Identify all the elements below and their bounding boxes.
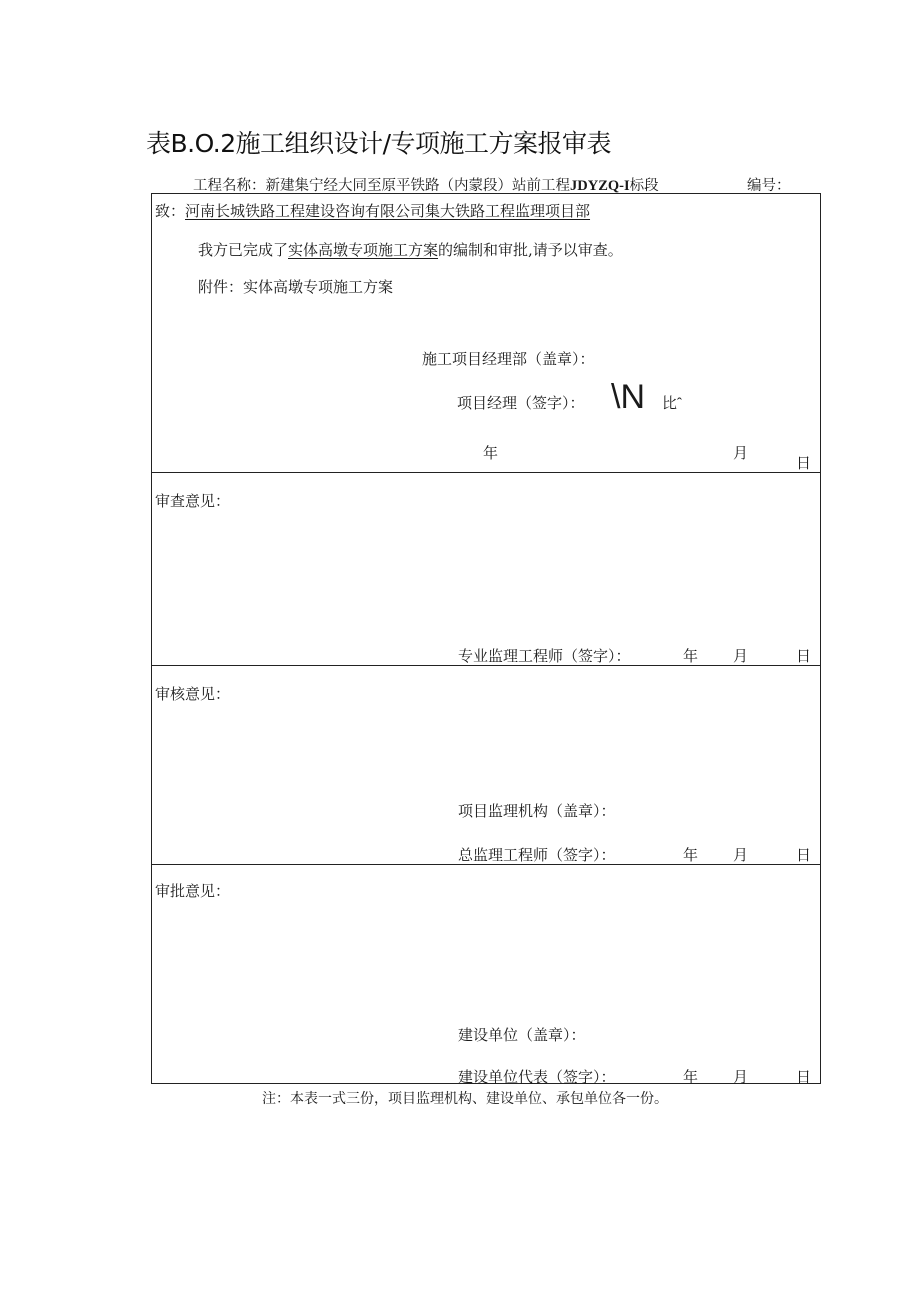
statement-prefix: 我方已完成了: [198, 241, 289, 259]
supervision-org-seal-label: 项目监理机构（盖章）：: [458, 802, 616, 820]
review-opinion-heading: 审查意见：: [155, 492, 231, 510]
section1-day: 日: [796, 454, 812, 472]
audit-opinion-heading: 审核意见：: [155, 685, 231, 703]
project-manager-signature-tail: 比ˆ: [662, 395, 682, 412]
addressee-line: [155, 200, 590, 221]
section4-year: 年: [683, 1068, 699, 1086]
addressee-org: 河南长城铁路工程建设咨询有限公司集大铁路工程监理项目部: [185, 202, 591, 220]
section3-month: 月: [733, 846, 749, 864]
project-manager-signature-label: 项目经理（签字）：: [457, 394, 585, 412]
section-code: JDYZQ-I: [570, 178, 630, 194]
section-suffix: 标段: [629, 178, 659, 194]
plan-name: 实体高墩专项施工方案: [288, 241, 439, 259]
section3-day: 日: [796, 846, 812, 864]
serial-number-label: 编号：: [747, 178, 791, 194]
section2-day: 日: [796, 647, 812, 665]
project-name-label: 工程名称：新建集宁经大同至原平铁路（内蒙段）站前工程: [193, 178, 570, 194]
project-manager-signature: \N: [611, 378, 645, 416]
section2-year: 年: [683, 647, 699, 665]
specialist-engineer-signature-label: 专业监理工程师（签字）：: [458, 647, 631, 665]
owner-representative-signature-label: 建设单位代表（签字）：: [458, 1068, 616, 1086]
completion-statement: [198, 239, 623, 260]
divider-1: [152, 472, 820, 473]
section2-month: 月: [733, 647, 749, 665]
footnote: 注：本表一式三份，项目监理机构、建设单位、承包单位各一份。: [262, 1091, 668, 1107]
section1-year: 年: [483, 444, 499, 462]
section1-month: 月: [733, 444, 749, 462]
section4-month: 月: [733, 1068, 749, 1086]
divider-3: [152, 864, 820, 865]
statement-suffix: 的编制和审批,请予以审查。: [438, 241, 623, 259]
approval-opinion-heading: 审批意见：: [155, 882, 231, 900]
attachment-line: 附件：实体高墩专项施工方案: [198, 278, 394, 296]
addressee-prefix: 致：: [155, 202, 186, 220]
owner-unit-seal-label: 建设单位（盖章）：: [458, 1026, 586, 1044]
construction-dept-seal-label: 施工项目经理部（盖章）：: [422, 350, 595, 368]
chief-engineer-signature-label: 总监理工程师（签字）：: [458, 846, 616, 864]
form-table: [151, 193, 821, 1084]
section4-day: 日: [796, 1068, 812, 1086]
section3-year: 年: [683, 846, 699, 864]
form-title: 表B.O.2施工组织设计/专项施工方案报审表: [146, 129, 612, 158]
divider-2: [152, 665, 820, 666]
project-name-line: [193, 174, 659, 195]
